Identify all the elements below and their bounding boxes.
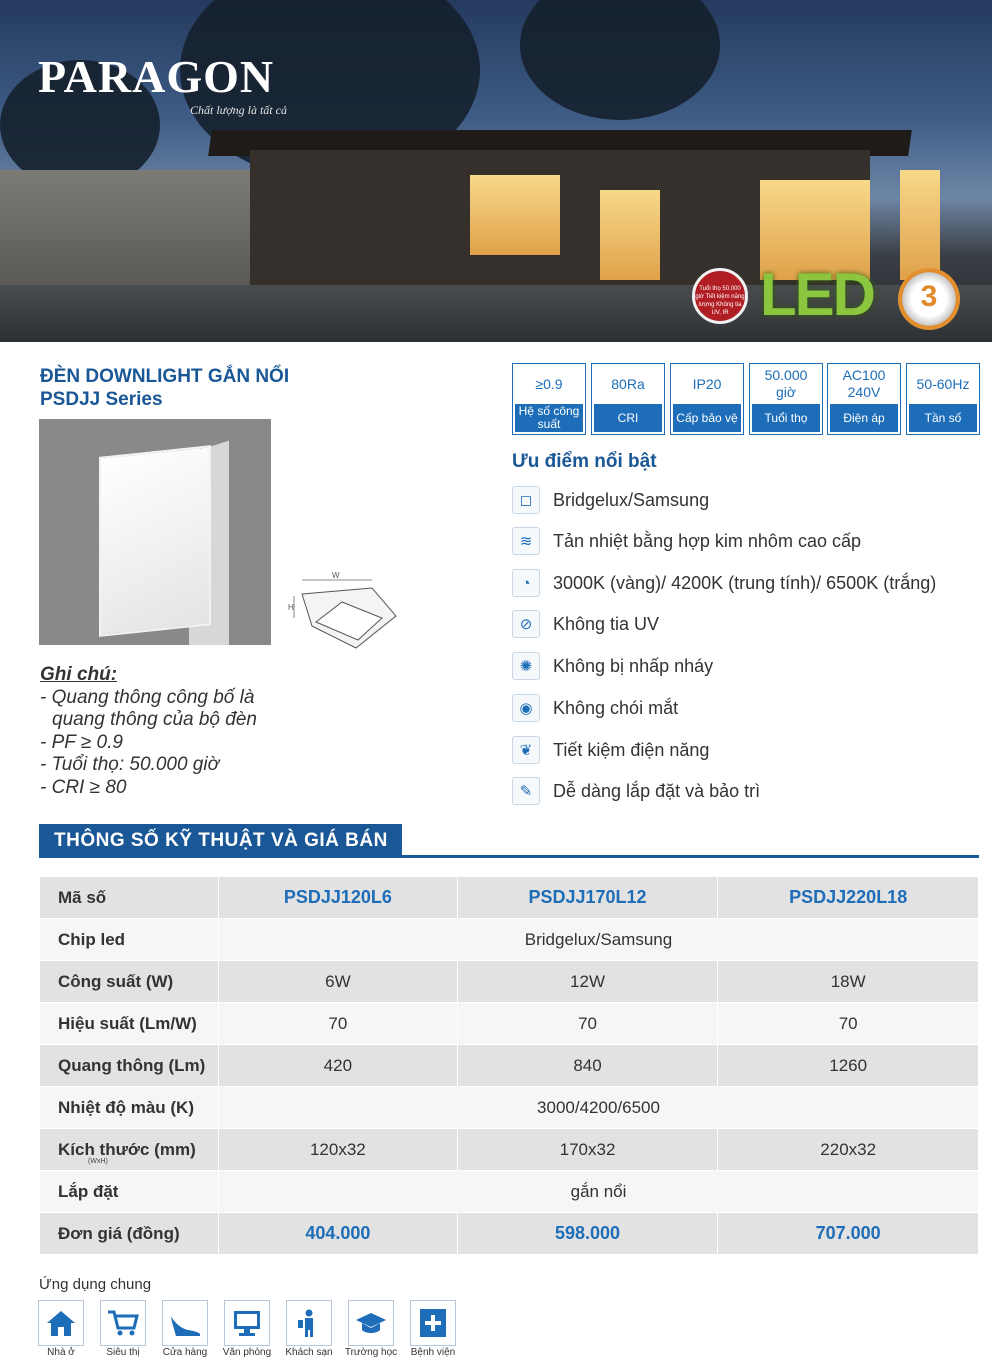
table-cell: 18W	[718, 961, 979, 1003]
table-row	[40, 1087, 979, 1129]
heat-sink-icon: ≋	[512, 527, 540, 555]
lamp-sensor	[189, 529, 194, 534]
spec-label: Tần số	[909, 404, 977, 432]
lit-window	[600, 190, 660, 280]
feature-text: Tiết kiệm điện năng	[553, 739, 710, 760]
spec-label: Điện áp	[830, 404, 898, 432]
section-divider	[39, 855, 979, 858]
table-cell: 420	[219, 1045, 458, 1087]
table-row	[40, 1129, 979, 1171]
hero-banner	[0, 0, 992, 342]
tree-silhouette	[520, 0, 720, 120]
application-label: Bệnh viện	[410, 1347, 456, 1358]
feature-item	[512, 692, 678, 724]
feature-item	[512, 734, 709, 766]
led-logo: LED	[760, 261, 874, 328]
feature-item	[512, 484, 709, 516]
applications-title: Ứng dụng chung	[39, 1276, 152, 1293]
table-cell: PSDJJ120L6	[219, 877, 458, 919]
table-row	[40, 961, 979, 1003]
house-icon	[38, 1300, 84, 1346]
row-header-label: Kích thước (mm)	[58, 1139, 196, 1159]
table-cell: 170x32	[457, 1129, 718, 1171]
brand-logo: PARAGON	[38, 51, 275, 102]
feature-text: Không chói mắt	[553, 697, 679, 718]
table-cell: PSDJJ170L12	[457, 877, 718, 919]
feature-item	[512, 525, 861, 557]
note-line: - PF ≥ 0.9	[40, 731, 123, 753]
spec-lifetime	[749, 363, 823, 435]
chip-icon: ◻	[512, 486, 540, 514]
row-header	[40, 1129, 219, 1171]
table-row	[40, 1213, 979, 1255]
row-header: Mã số	[40, 877, 219, 919]
cart-icon	[100, 1300, 146, 1346]
feature-text: Dễ dàng lắp đặt và bảo trì	[553, 780, 761, 801]
application-item	[161, 1300, 209, 1358]
row-header: Quang thông (Lm)	[40, 1045, 219, 1087]
eye-icon: ◉	[512, 694, 540, 722]
feature-item	[512, 650, 713, 682]
feature-item	[512, 775, 760, 807]
table-row	[40, 1045, 979, 1087]
spec-value: 50.000 giờ	[764, 367, 808, 400]
table-cell: 840	[457, 1045, 718, 1087]
note-line: - CRI ≥ 80	[40, 776, 127, 798]
feature-text: Không tia UV	[553, 613, 660, 634]
row-header: Chip led	[40, 919, 219, 961]
spec-value: 50-60Hz	[916, 375, 970, 392]
monitor-icon	[224, 1300, 270, 1346]
brand-tagline: Chất lượng là tất cả	[190, 103, 287, 117]
spec-label: CRI	[594, 404, 662, 432]
product-title: ĐÈN DOWNLIGHT GẮN NỔI	[40, 366, 290, 387]
row-header-sublabel: (WxH)	[88, 1158, 108, 1165]
hospital-cross-icon	[410, 1300, 456, 1346]
width-label: W	[332, 571, 340, 580]
row-header: Hiệu suất (Lm/W)	[40, 1003, 219, 1045]
feature-text: Bridgelux/Samsung	[553, 489, 710, 510]
table-row	[40, 1003, 979, 1045]
application-label: Cửa hàng	[162, 1347, 208, 1358]
spec-label: Cấp bảo vệ	[673, 404, 741, 432]
table-cell: 70	[457, 1003, 718, 1045]
spec-voltage	[827, 363, 901, 435]
table-cell: Bridgelux/Samsung	[219, 919, 979, 961]
product-photo	[39, 419, 271, 645]
feature-text: Không bị nhấp nháy	[553, 655, 714, 676]
lit-window	[900, 170, 940, 280]
table-cell: gắn nổi	[219, 1171, 979, 1213]
feature-item	[512, 608, 659, 640]
table-cell: 220x32	[718, 1129, 979, 1171]
price-cell: 404.000	[219, 1213, 458, 1255]
row-header: Đơn giá (đồng)	[40, 1213, 219, 1255]
application-item	[37, 1300, 85, 1358]
row-header: Lắp đặt	[40, 1171, 219, 1213]
table-cell: 120x32	[219, 1129, 458, 1171]
table-cell: 1260	[718, 1045, 979, 1087]
tools-icon: ✎	[512, 777, 540, 805]
application-item	[409, 1300, 457, 1358]
note-line: - Quang thông công bố là	[40, 686, 255, 708]
graduation-cap-icon	[348, 1300, 394, 1346]
bellboy-icon	[286, 1300, 332, 1346]
spec-power-factor	[512, 363, 586, 435]
application-item	[285, 1300, 333, 1358]
application-label: Văn phòng	[222, 1347, 272, 1358]
lifetime-badge: Tuổi thọ 50.000 giờ Tiết kiệm năng lượng Không tia UV, IR	[692, 268, 748, 324]
spec-value: IP20	[692, 375, 722, 392]
application-label: Trường học	[344, 1347, 398, 1358]
advantages-title: Ưu điểm nổi bật	[512, 451, 657, 472]
row-header: Công suất (W)	[40, 961, 219, 1003]
table-cell: 6W	[219, 961, 458, 1003]
product-series: PSDJJ Series	[40, 389, 163, 410]
price-cell: 598.000	[457, 1213, 718, 1255]
energy-saving-icon: ❦	[512, 736, 540, 764]
spec-label: Hệ số công suất	[515, 404, 583, 432]
feature-text: Tản nhiệt bằng hợp kim nhôm cao cấp	[553, 530, 861, 551]
table-cell: PSDJJ220L18	[718, 877, 979, 919]
spec-value: 80Ra	[611, 375, 645, 392]
feature-item	[512, 567, 936, 599]
price-cell: 707.000	[718, 1213, 979, 1255]
spec-cri	[591, 363, 665, 435]
table-cell: 3000/4200/6500	[219, 1087, 979, 1129]
spec-ip-rating	[670, 363, 744, 435]
color-temperature-icon: ◔	[512, 569, 540, 597]
section-title: THÔNG SỐ KỸ THUẬT VÀ GIÁ BÁN	[39, 824, 402, 858]
application-label: Khách sạn	[285, 1347, 333, 1358]
application-label: Nhà ở	[47, 1347, 75, 1358]
shoe-icon	[162, 1300, 208, 1346]
spec-table	[39, 876, 979, 1255]
notes	[40, 664, 257, 800]
height-label: H	[288, 603, 294, 612]
table-cell: 70	[718, 1003, 979, 1045]
application-item	[99, 1300, 147, 1358]
note-line: - Tuổi thọ: 50.000 giờ	[40, 754, 220, 776]
table-row	[40, 919, 979, 961]
spec-label: Tuổi thọ	[752, 404, 820, 432]
lamp-face	[101, 447, 209, 634]
table-cell: 70	[219, 1003, 458, 1045]
row-header: Nhiệt độ màu (K)	[40, 1087, 219, 1129]
spec-value: ≥0.9	[535, 375, 563, 392]
table-cell: 12W	[457, 961, 718, 1003]
no-flicker-icon: ✺	[512, 652, 540, 680]
no-uv-icon: ⊘	[512, 610, 540, 638]
table-row	[40, 877, 979, 919]
notes-heading: Ghi chú:	[40, 664, 118, 685]
lit-window	[470, 175, 560, 255]
application-item	[344, 1300, 398, 1358]
application-label: Siêu thị	[106, 1347, 140, 1358]
table-row	[40, 1171, 979, 1213]
application-item	[223, 1300, 271, 1358]
note-line: quang thông của bộ đèn	[52, 709, 257, 731]
spec-frequency	[906, 363, 980, 435]
dimension-drawing	[286, 570, 398, 650]
feature-text: 3000K (vàng)/ 4200K (trung tính)/ 6500K (trắng)	[553, 572, 937, 593]
spec-value: AC100 240V	[842, 367, 886, 400]
warranty-badge: 3	[898, 268, 960, 330]
